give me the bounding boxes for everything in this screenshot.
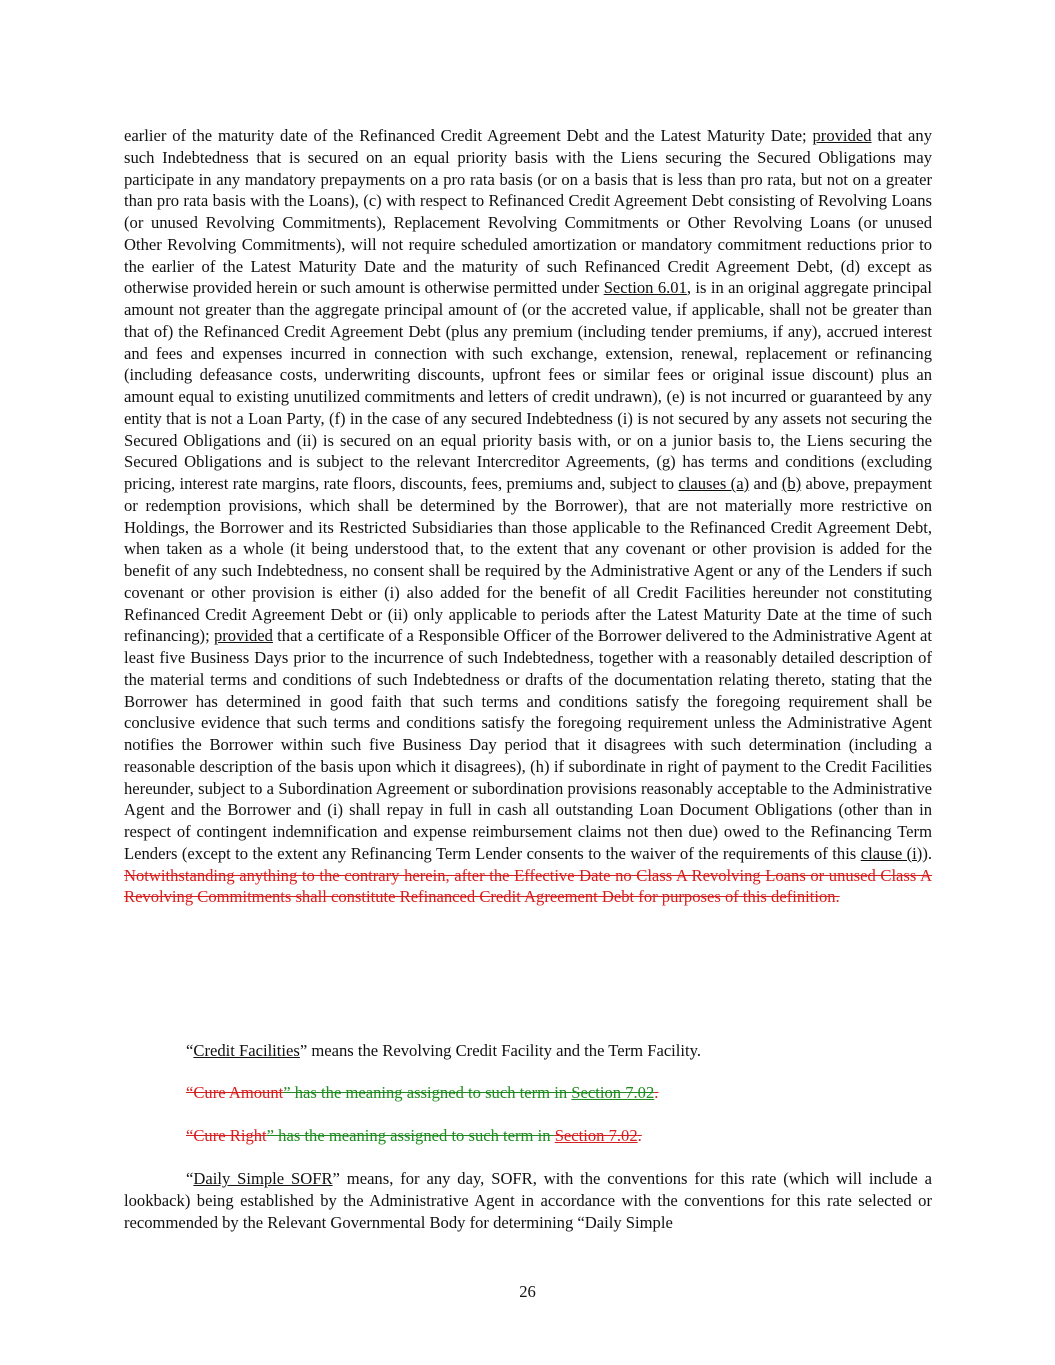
refinanced-debt-paragraph [124, 125, 932, 908]
section-reference: Section 6.01 [603, 278, 687, 298]
provided-term: provided [213, 626, 273, 646]
deleted-text: “Cure Amount [186, 1083, 284, 1102]
cure-amount-definition: “Cure Amount” has the meaning assigned to such term in Section 7.02. [186, 1083, 659, 1102]
page-number: 26 [519, 1282, 536, 1301]
clause-reference: clauses (a) [678, 474, 750, 493]
clause-reference: (b) [781, 474, 802, 493]
text-segment: ). [922, 843, 933, 863]
section-reference: Section 7.02 [571, 1083, 655, 1102]
deleted-text: Notwithstanding anything to the contrary herein, after the Effective Date no Class A Revolving Loans or unused Class A Revolving Commitments shall constitute Refinanced Credit Agreement Debt for purposes of this definition. [124, 865, 932, 907]
text-segment: that a certificate of a Responsible Officer of the Borrower delivered to the Administrative Agent at least five Business Days prior to the incurrence of such Indebtedness, together with a reasonably detailed description of the material terms and conditions of such Indebtedness or drafts of the documentation relating thereto, stating that the Borrower has determined in good faith that such terms and conditions satisfy the foregoing requirement shall be conclusive evidence that such terms and conditions satisfy the foregoing requirement unless the Administrative Agent notifies the Borrower within such five Business Day period that it disagrees with such determination (including a reasonable description of the basis upon which it disagrees), (h) if subordinate in right of payment to the Credit Facilities hereunder, subject to a Subordination Agreement or subordination provisions reasonably acceptable to the Administrative Agent and the Borrower and (i) shall repay in full in cash all outstanding Loan Document Obligations (other than in respect of contingent indemnification and expense reimbursement claims not then due) owed to the Refinancing Term Lenders (except to the extent any Refinancing Term Lender consents to the waiver of the requirements of this [124, 626, 932, 863]
provided-term: provided [812, 126, 872, 145]
defined-term: Credit Facilities [193, 1041, 300, 1060]
text-segment: that any such Indebtedness that is secured on an equal priority basis with the Liens securing the Secured Obligations may participate in any mandatory prepayments on a pro rata basis (or on a basis that is less than pro rata, but not on a greater than pro rata basis with the Loans), (c) with respect to Refinanced Credit Agreement Debt consisting of Revolving Loans (or unused Revolving Commitments), Replacement Revolving Commitments or Other Revolving Loans (or unused Other Revolving Commitments), will not require scheduled amortization or mandatory commitment reductions prior to the earlier of the Latest Maturity Date and the maturity of such Refinanced Credit Agreement Debt, (d) except as otherwise provided herein or such amount is otherwise permitted under [124, 126, 932, 298]
text-segment: above, prepayment or redemption provisions, which shall be determined by the Borrower), that are not materially more restrictive on Holdings, the Borrower and its Restricted Subsidiaries than those applicable to the Refinanced Credit Agreement Debt, when taken as a whole (it being understood that, to the extent that any covenant or other provision is added for the benefit of any such Indebtedness, no consent shall be required by the Administrative Agent or any of the Lenders if such covenant or other provision is either (i) also added for the benefit of all Credit Facilities hereunder not constituting Refinanced Credit Agreement Debt or (ii) only applicable to periods after the Latest Maturity Date at the time of such refinancing); [124, 474, 932, 646]
section-reference: Section 7.02 [554, 1126, 638, 1145]
text-segment: and [749, 474, 782, 493]
deleted-text: “Cure Right [186, 1126, 267, 1145]
text-segment: , is in an original aggregate principal amount not greater than the aggregate principal amount of (or the accreted value, if applicable, shall not be greater than that of) the Refinanced Credit Agreement Debt (plus any premium (including tender premiums, if any), accrued interest and fees and expenses incurred in connection with such exchange, extension, renewal, replacement or refinancing (including defeasance costs, underwriting discounts, upfront fees or similar fees or original issue discount) plus an amount equal to existing unutilized commitments and letters of credit undrawn), (e) is not incurred or guaranteed by any entity that is not a Loan Party, (f) in the case of any secured Indebtedness (i) is not secured by any assets not securing the Secured Obligations and (ii) is secured on an equal priority basis with, or on a junior basis to, the Liens securing the Secured Obligations and is subject to the relevant Intercreditor Agreements, (g) has terms and conditions (excluding pricing, interest rate margins, rate floors, discounts, fees, premiums and, subject to [124, 278, 933, 493]
daily-simple-sofr-definition: “Daily Simple SOFR” means, for any day, SOFR, with the conventions for this rate (which will include a lookback) being established by the Administrative Agent in accordance with the conventions for this rate selected or recommended by the Relevant Governmental Body for determining “Daily Simple [124, 1169, 932, 1232]
clause-reference: clause (i) [860, 843, 923, 863]
text-segment: earlier of the maturity date of the Refinanced Credit Agreement Debt and the Latest Maturity Date; [124, 126, 813, 145]
moved-text: ” has the meaning assigned to such term in [266, 1126, 555, 1145]
defined-term: Daily Simple SOFR [193, 1169, 333, 1188]
cure-right-definition: “Cure Right” has the meaning assigned to such term in Section 7.02. [186, 1126, 642, 1145]
credit-facilities-definition: “Credit Facilities” means the Revolving Credit Facility and the Term Facility. [186, 1041, 701, 1060]
moved-text: ” has the meaning assigned to such term in [283, 1083, 572, 1102]
